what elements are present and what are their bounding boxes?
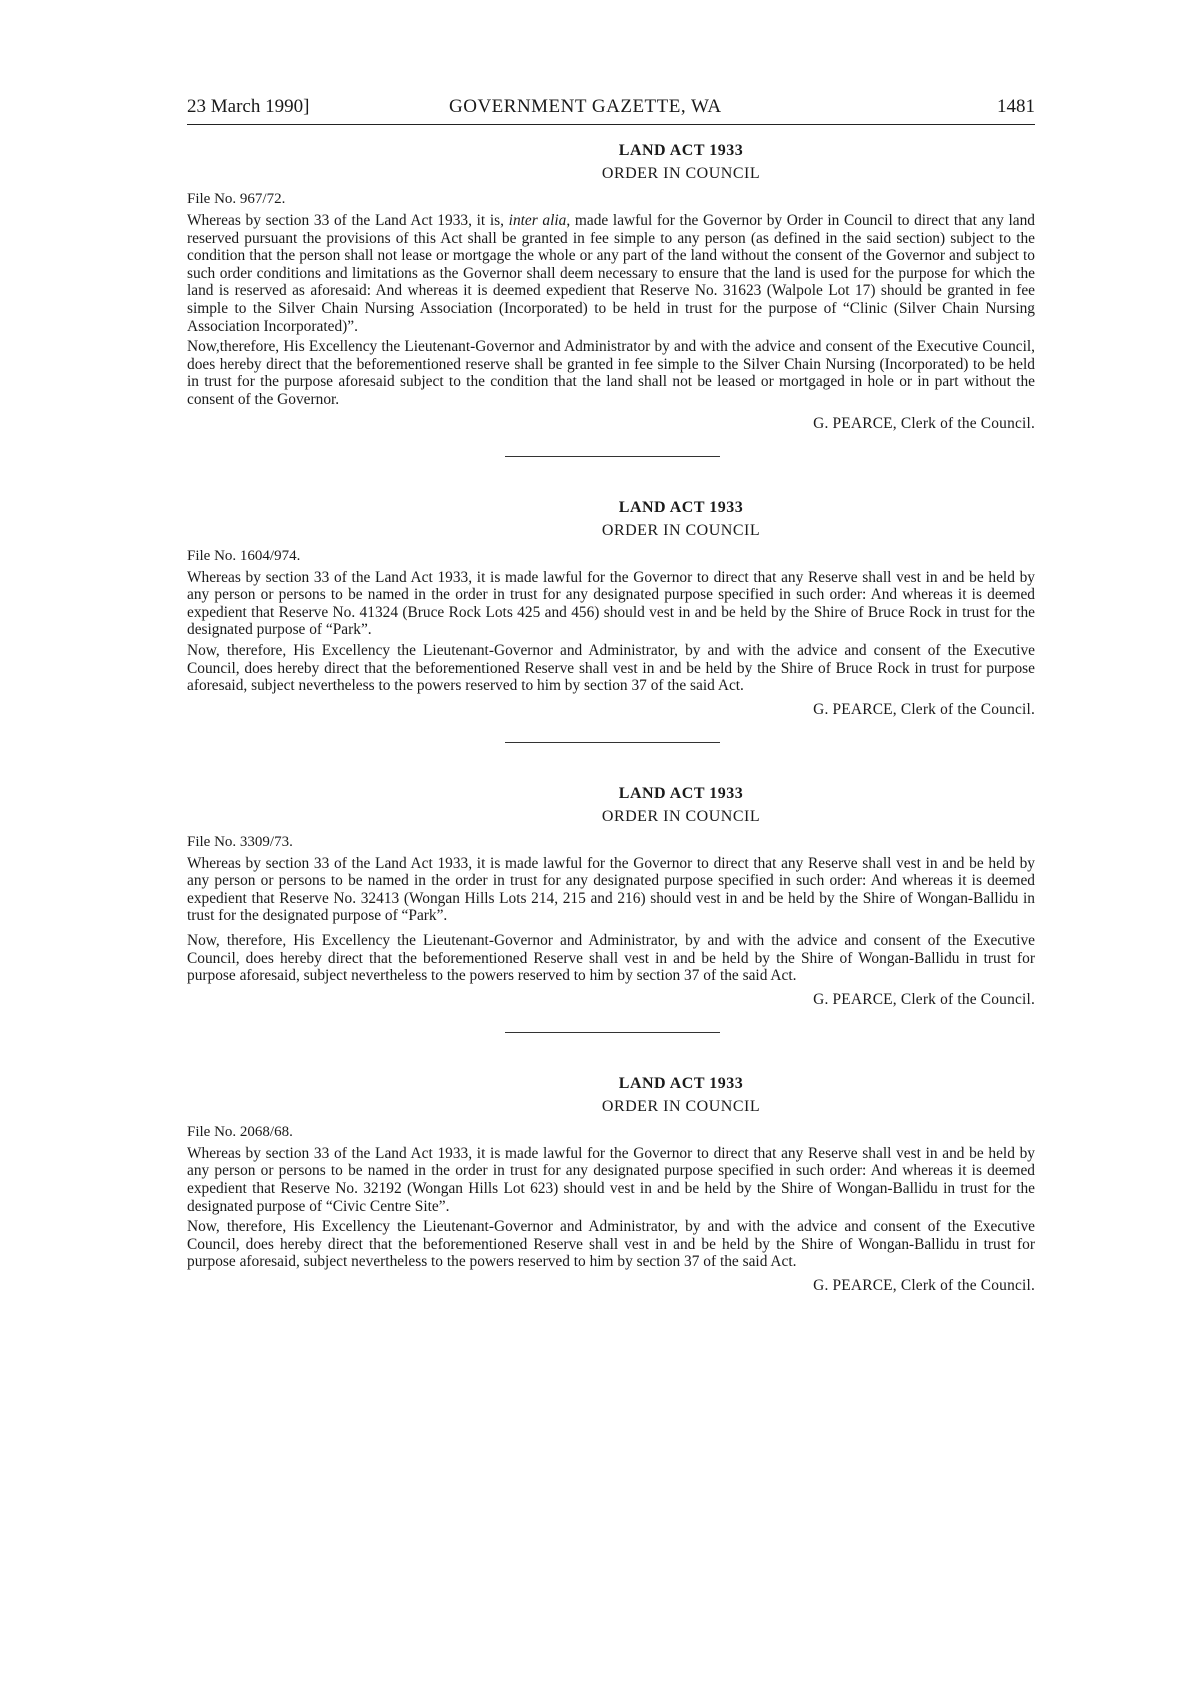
- notice-1604-974: [187, 496, 1035, 720]
- notice-file-number: File No. 1604/974.: [187, 547, 301, 564]
- notice-signature: G. PEARCE, Clerk of the Council.: [813, 414, 1035, 432]
- notice-divider: [505, 456, 720, 457]
- notice-order-title: ORDER IN COUNCIL: [601, 807, 761, 825]
- notice-signature: G. PEARCE, Clerk of the Council.: [813, 990, 1035, 1008]
- header-page-number: 1481: [997, 96, 1035, 117]
- notice-3309-73: [187, 782, 1035, 1010]
- notice-therefore-paragraph: Now,therefore, His Excellency the Lieutenant-Governor and Administrator by and with the advice and consent of the Executive Council, does hereby direct that the beforementioned reserve shall be granted in fee simple to the Silver Chain Nursing (Incorporated) to be held in trust for the purpose aforesaid subject to the condition that the land shall not be leased or mortgaged in hole or in part without the consent of the Governor.: [187, 338, 1035, 408]
- notice-whereas-paragraph: Whereas by section 33 of the Land Act 1933, it is made lawful for the Governor to direct that any Reserve shall vest in and be held by any person or persons to be named in the order in trust for any designated purpose specified in such order: And whereas it is deemed expedient that Reserve No. 41324 (Bruce Rock Lots 425 and 456) should vest in and be held by the Shire of Bruce Rock in trust for the designated purpose of “Park”.: [187, 568, 1035, 639]
- notice-2068-68: [187, 1072, 1035, 1296]
- notice-signature: G. PEARCE, Clerk of the Council.: [813, 1277, 1035, 1294]
- notice-signature: G. PEARCE, Clerk of the Council.: [813, 700, 1035, 718]
- notice-order-title: ORDER IN COUNCIL: [601, 1097, 761, 1115]
- para-text: , made lawful for the Governor by Order in Council to direct that any land reserved pursuant the provisions of this Act shall be granted in fee simple to any person (as defined in the said section) subject to the condition that the person shall not lease or mortgage the whole or any part of the land without the consent of the Governor and subject to such order conditions and limitations as the Governor shall deem necessary to ensure that the land is used for the purpose for which the land is reserved as aforesaid: And whereas it is deemed expedient that Reserve No. 31623 (Walpole Lot 17) should be granted in fee simple to the Silver Chain Nursing Association (Incorporated) to be held in trust for the purpose of “Clinic (Silver Chain Nursing Association Incorporated)”.: [187, 212, 1035, 335]
- para-italic-text: inter alia: [508, 212, 567, 229]
- notice-therefore-paragraph: Now, therefore, His Excellency the Lieutenant-Governor and Administrator, by and with the advice and consent of the Executive Council, does hereby direct that the beforementioned Reserve shall vest in and be held by the Shire of Wongan-Ballidu in trust for purpose aforesaid, subject nevertheless to the powers reserved to him by section 37 of the said Act.: [187, 1218, 1035, 1271]
- notice-act-title: LAND ACT 1933: [618, 1074, 744, 1092]
- notice-heading: [187, 139, 1035, 185]
- gazette-page: [187, 96, 1035, 1296]
- notice-order-title: ORDER IN COUNCIL: [601, 521, 761, 539]
- notice-967-72: [187, 139, 1035, 434]
- notice-heading: [187, 1072, 1035, 1118]
- para-text: Whereas by section 33 of the Land Act 1933, it is,: [187, 212, 509, 229]
- notice-file-number: File No. 3309/73.: [187, 833, 293, 850]
- notice-whereas-paragraph: Whereas by section 33 of the Land Act 1933, it is made lawful for the Governor to direct that any Reserve shall vest in and be held by any person or persons to be named in the order in trust for any designated purpose specified in such order: And whereas it is deemed expedient that Reserve No. 32192 (Wongan Hills Lot 623) should vest in and be held by the Shire of Wongan-Ballidu in trust for the designated purpose of “Civic Centre Site”.: [187, 1144, 1035, 1215]
- notice-therefore-paragraph: Now, therefore, His Excellency the Lieutenant-Governor and Administrator, by and with the advice and consent of the Executive Council, does hereby direct that the beforementioned Reserve shall vest in and be held by the Shire of Bruce Rock in trust for purpose aforesaid, subject nevertheless to the powers reserved to him by section 37 of the said Act.: [187, 641, 1035, 695]
- notice-whereas-paragraph: Whereas by section 33 of the Land Act 1933, it is made lawful for the Governor to direct that any Reserve shall vest in and be held by any person or persons to be named in the order in trust for any designated purpose specified in such order: And whereas it is deemed expedient that Reserve No. 32413 (Wongan Hills Lots 214, 215 and 216) should vest in and be held by the Shire of Wongan-Ballidu in trust for the designated purpose of “Park”.: [187, 854, 1035, 925]
- header-date: 23 March 1990]: [187, 96, 310, 117]
- notice-divider: [505, 1032, 720, 1033]
- notice-therefore-paragraph: Now, therefore, His Excellency the Lieutenant-Governor and Administrator, by and with the advice and consent of the Executive Council, does hereby direct that the beforementioned Reserve shall vest in and be held by the Shire of Wongan-Ballidu in trust for purpose aforesaid, subject nevertheless to the powers reserved to him by section 37 of the said Act.: [187, 932, 1035, 985]
- notice-act-title: LAND ACT 1933: [618, 784, 744, 802]
- notice-file-number: File No. 2068/68.: [187, 1123, 293, 1140]
- notice-act-title: LAND ACT 1933: [618, 142, 744, 159]
- notice-act-title: LAND ACT 1933: [618, 498, 744, 516]
- notice-heading: [187, 496, 1035, 542]
- page-header: [187, 96, 1035, 125]
- notice-whereas-paragraph: [187, 212, 1035, 335]
- notice-file-number: File No. 967/72.: [187, 191, 286, 207]
- notice-heading: [187, 782, 1035, 828]
- header-title: GOVERNMENT GAZETTE, WA: [449, 96, 722, 117]
- notice-divider: [505, 742, 720, 743]
- notice-order-title: ORDER IN COUNCIL: [601, 165, 761, 182]
